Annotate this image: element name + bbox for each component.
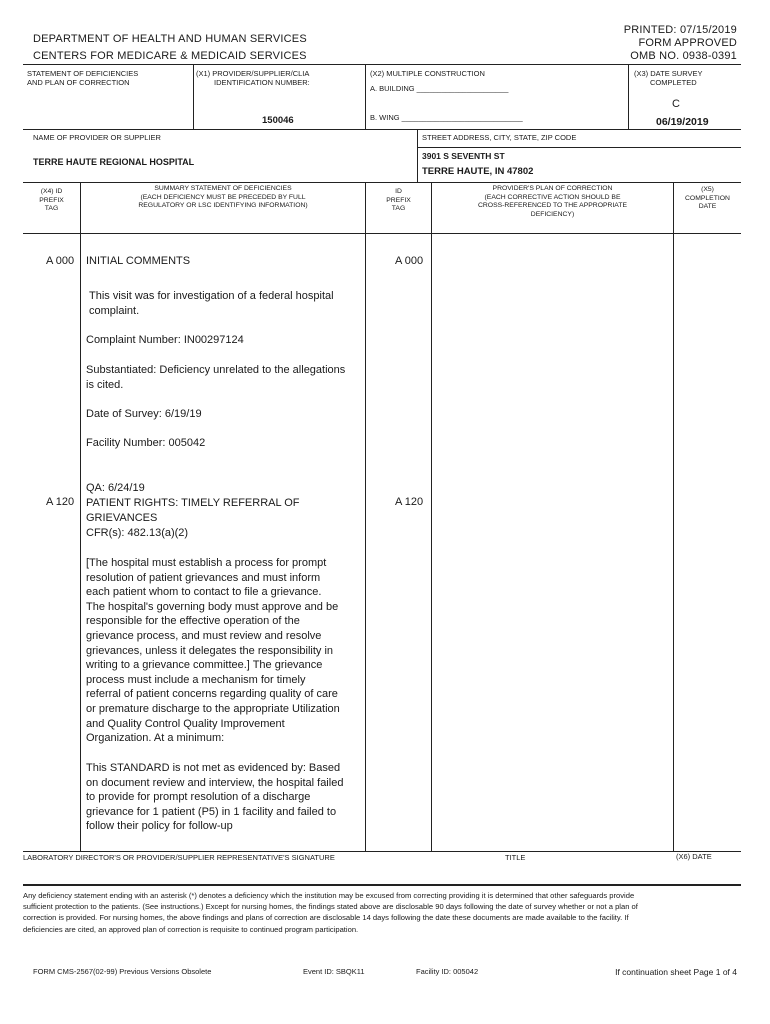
survey-completed-date: 06/19/2019: [656, 116, 709, 128]
box-rule-3: [23, 233, 741, 234]
box-rule-1: [23, 129, 741, 130]
completion-date-header: (X5) COMPLETION DATE: [685, 186, 730, 210]
page-indicator: If continuation sheet Page 1 of 4: [615, 967, 737, 977]
provider-name: TERRE HAUTE REGIONAL HOSPITAL: [33, 157, 195, 167]
x1-label-1: (X1) PROVIDER/SUPPLIER/CLIA: [196, 69, 310, 78]
x6-date-label: (X6) DATE: [676, 852, 712, 861]
tag-a120-left: A 120: [46, 496, 75, 508]
x2-label: (X2) MULTIPLE CONSTRUCTION: [370, 69, 485, 78]
event-id: Event ID: SBQK11: [303, 967, 365, 976]
x1-label-2: IDENTIFICATION NUMBER:: [214, 78, 310, 87]
form-approved: FORM APPROVED: [638, 37, 737, 49]
regulation-text: [The hospital must establish a process for prompt resolution of patient grievances and must inform each patient whom to contact to file a grievance. The hospital's governing body must approve and be responsible for the effective operation of the grievance process, and must review and resolve grievances, unless it delegates the responsibility in writing to a grievance committee.] The grievance process must include a mechanism for timely referral of patient concerns regarding quality of care or premature discharge to the appropriate Utilization and Quality Control Quality Improvement Organization. At a minimum:: [86, 557, 340, 745]
city-state-zip: TERRE HAUTE, IN 47802: [422, 166, 534, 177]
vline-x1: [193, 64, 194, 129]
signature-label: LABORATORY DIRECTOR'S OR PROVIDER/SUPPLIER REPRESENTATIVE'S SIGNATURE: [23, 853, 335, 862]
department-title: DEPARTMENT OF HEALTH AND HUMAN SERVICES: [33, 33, 307, 45]
provider-name-label: NAME OF PROVIDER OR SUPPLIER: [33, 133, 161, 142]
disclaimer-footnote: Any deficiency statement ending with an asterisk (*) denotes a deficiency which the institution may be excused from correcting providing it is determined that other safeguards provide sufficient protection to the patients. (See instructions.) Except for nursing homes, the findings stated above are disclosable 90 days following the date of survey whether or not a plan of correction is provided. For nursing homes, the above findings and plans of correction are disclosable 14 days following the date these documents are made available to the facility. If deficiencies are cited, an approved plan of correction is requisite to continued program participation.: [23, 891, 638, 934]
provider-id-number: 150046: [262, 115, 294, 126]
summary-header: SUMMARY STATEMENT OF DEFICIENCIES (EACH DEFICIENCY MUST BE PRECEDED BY FULL REGULATORY OR LSC IDENTIFYING INFORMATION): [138, 185, 308, 209]
id-prefix-header: ID PREFIX TAG: [386, 188, 411, 212]
box-rule-2: [23, 182, 741, 183]
substantiated-paragraph: Substantiated: Deficiency unrelated to the allegations is cited.: [86, 364, 346, 391]
vline-col2: [365, 182, 366, 851]
printed-date: PRINTED: 07/15/2019: [623, 24, 737, 36]
cfr-reference: CFR(s): 482.13(a)(2): [86, 527, 189, 539]
standard-not-met-text: This STANDARD is not met as evidenced by: Based on document review and interview, the hospital failed to provide for prompt resolution of a discharge grievance for 1 patient (P5) in 1 facility and failed to follow their policy for follow-up: [86, 762, 344, 833]
vline-address: [417, 129, 418, 182]
statement-label-1: STATEMENT OF DEFICIENCIES: [27, 69, 139, 78]
vline-x3: [628, 64, 629, 129]
qa-date: QA: 6/24/19: [86, 482, 145, 494]
address-underline: [417, 147, 741, 148]
body-bottom-rule: [23, 851, 741, 852]
a120-title: PATIENT RIGHTS: TIMELY REFERRAL OF GRIEVANCES: [86, 497, 300, 524]
x4-header: (X4) ID PREFIX TAG: [39, 188, 64, 212]
facility-id: Facility ID: 005042: [416, 967, 479, 976]
building-label: A. BUILDING ______________________: [370, 84, 509, 93]
tag-a000-right: A 000: [395, 255, 424, 267]
vline-col1: [80, 182, 81, 851]
facility-number: Facility Number: 005042: [86, 437, 206, 449]
address-label: STREET ADDRESS, CITY, STATE, ZIP CODE: [422, 133, 577, 142]
complaint-number: Complaint Number: IN00297124: [86, 334, 244, 346]
street-address: 3901 S SEVENTH ST: [422, 151, 505, 161]
plan-of-correction-header: PROVIDER'S PLAN OF CORRECTION (EACH CORRECTIVE ACTION SHOULD BE CROSS-REFERENCED TO THE APPROPRIATE DEFICIENCY): [477, 185, 628, 218]
visit-paragraph: This visit was for investigation of a federal hospital complaint.: [89, 290, 334, 317]
tag-a120-right: A 120: [395, 496, 424, 508]
vline-col3: [431, 182, 432, 851]
x3-label-1: (X3) DATE SURVEY: [634, 69, 703, 78]
centers-title: CENTERS FOR MEDICARE & MEDICAID SERVICES: [33, 50, 307, 62]
form-number: FORM CMS-2567(02-99) Previous Versions Obsolete: [33, 967, 212, 976]
tag-a000-left: A 000: [46, 255, 75, 267]
vline-x2: [365, 64, 366, 129]
wing-label: B. WING _____________________________: [370, 113, 523, 122]
initial-comments-title: INITIAL COMMENTS: [86, 255, 191, 267]
vline-col4: [673, 182, 674, 851]
x3-letter: C: [672, 98, 680, 110]
top-rule: [23, 64, 741, 65]
x3-label-2: COMPLETED: [650, 78, 697, 87]
title-label: TITLE: [505, 853, 526, 862]
statement-label-2: AND PLAN OF CORRECTION: [27, 78, 130, 87]
date-of-survey: Date of Survey: 6/19/19: [86, 408, 202, 420]
omb-number: OMB NO. 0938-0391: [630, 50, 737, 62]
signature-bottom-rule: [23, 884, 741, 886]
